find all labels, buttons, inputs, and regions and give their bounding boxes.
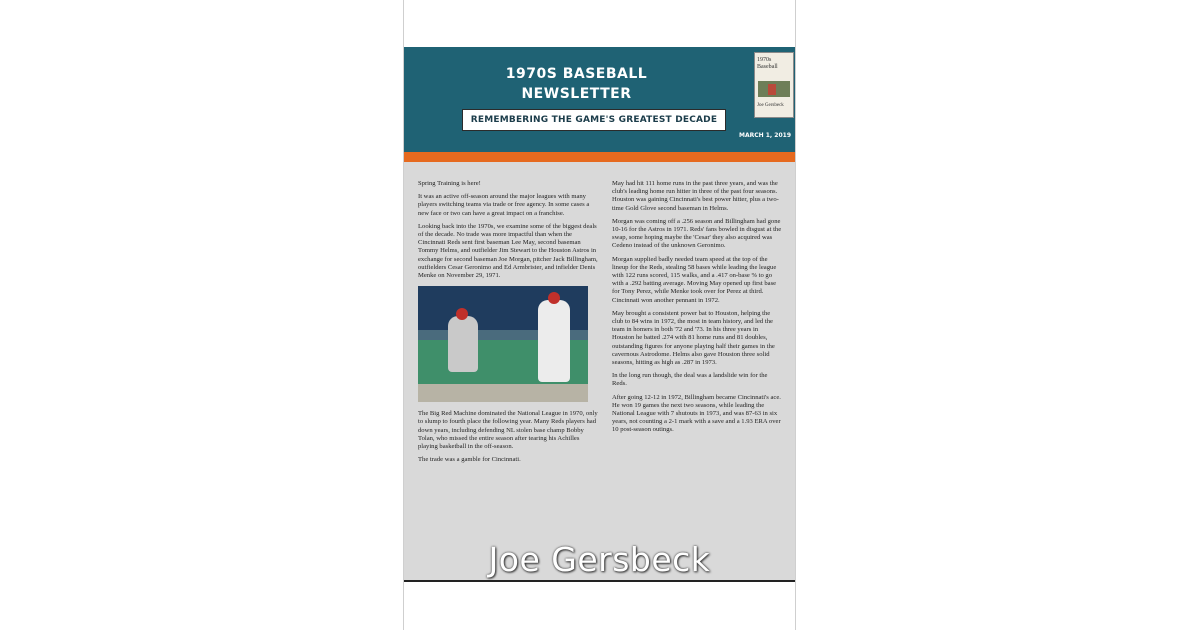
issue-date: MARCH 1, 2019 [739,132,791,139]
bottom-rule [404,580,795,582]
thumbnail-photo [758,81,790,97]
paragraph: Morgan supplied badly needed team speed at the top of the lineup for the Reds, stealing 58 bases while leading the league with 122 runs scored, 115 walks, and a .417 on-base % to go with a .292 batting average. Moving May opened up first base for Tony Perez, while Menke took over for Perez at third. Cincinnati won another pennant in 1972. [612,255,777,304]
title-line-1: 1970S BASEBALL [505,66,648,82]
article-column-right [612,180,782,440]
subtitle-box: REMEMBERING THE GAME'S GREATEST DECADE [462,109,726,131]
thumbnail-author: Joe Gersbeck [757,103,784,108]
paragraph: Spring Training is here! [418,180,481,187]
photo-infield-dirt [418,384,588,402]
paragraph: May brought a consistent power bat to Houston, helping the club to 84 wins in 1972, the most in team history, and led the team in homers in both '72 and '73. In his three years in Houston he batted .274 with 81 home runs and 81 doubles, outstanding figures for anyone playing half their games in the cavernous Astrodome. Helms also gave Houston three solid seasons, hitting as high as .287 in 1973. [612,309,775,367]
paragraph: The Big Red Machine dominated the National League in 1970, only to slump to fourth place the following year. Many Reds players had down years, including defending NL stolen base champ Bobby Tolan, who missed the entire season after tearing his Achilles playing basketball in the off-season. [418,410,598,451]
baseball-photo [418,286,588,402]
newsletter-title [404,64,749,104]
author-name: Joe Gersbeck [488,540,711,579]
paragraph: It was an active off-season around the major leagues with many players switching teams via trade or free agency. In some cases a new face or two can have a great impact on a franchise. [418,193,590,217]
article-body [404,162,795,580]
paragraph: May had hit 111 home runs in the past three years, and was the club's leading home run hitter in three of the past four seasons. Houston was gaining Cincinnati's best power hitter, plus a two-time Gold Glove second baseman in Helms. [612,180,779,212]
accent-bar [404,152,795,162]
article-column-left [418,180,600,469]
book-cover[interactable] [403,0,796,630]
header-banner [404,47,795,152]
paragraph: In the long run though, the deal was a landslide win for the Reds. [612,372,768,388]
thumbnail-title: 1970s Baseball [757,57,778,70]
title-line-2: NEWSLETTER [521,86,632,102]
book-thumbnail [754,52,794,118]
photo-player-runner [448,316,478,372]
photo-player-baseman [538,300,570,382]
paragraph: Morgan was coming off a .256 season and Billingham had gone 10-16 for the Astros in 1971. Reds' fans bowled in disgust at the swap, some hoping maybe the 'Cesar' they also acquired was Cedeno instead of the unknown Geronimo. [612,217,782,250]
paragraph: Looking back into the 1970s, we examine some of the biggest deals of the decade. No trade was more impactful than when the Cincinnati Reds sent first baseman Lee May, second baseman Tommy Helms, and outfielder Jim Stewart to the Houston Astros in exchange for second baseman Joe Morgan, pitcher Jack Billingham, outfielders Cesar Geronimo and Ed Armbrister, and infielder Denis Menke on November 29, 1971. [418,222,598,280]
paragraph: The trade was a gamble for Cincinnati. [418,456,521,464]
paragraph: After going 12-12 in 1972, Billingham became Cincinnati's ace. He won 19 games the next two seasons, while leading the National League with 7 shutouts in 1973, and was 87-63 in six years, not counting a 2-1 mark with a save and a 1.93 ERA over 10 post-season outings. [612,393,781,434]
